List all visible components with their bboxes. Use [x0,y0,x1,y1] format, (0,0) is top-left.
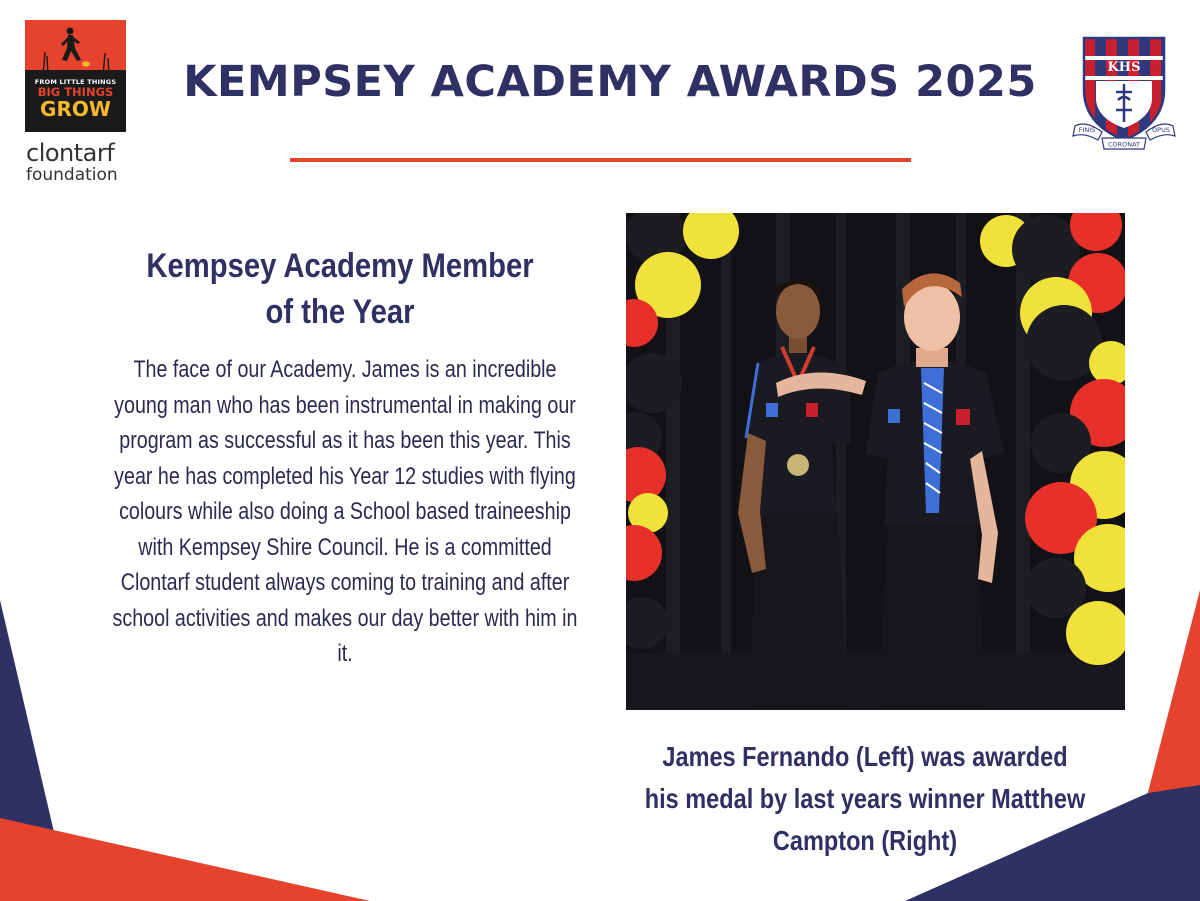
crest-initials: KHS [1107,60,1141,75]
tagline-line-3: GROW [40,97,111,121]
award-title: Kempsey Academy Member of the Year [146,247,534,331]
tagline-line-2: BIG THINGS [37,84,114,99]
org-name-line-2: foundation [26,165,118,185]
school-crest [1072,28,1176,156]
clontarf-foundation-logo [25,20,130,190]
logo-tagline [25,77,126,119]
org-name-line-1: clontarf [26,139,115,167]
org-name [26,141,118,184]
tagline-line-1: FROM LITTLE THINGS [34,78,117,86]
award-description: The face of our Academy. James is an incredible young man who has been instrumental in making our program as successful as it has been this year. This year he has completed his Year 12 studies with flying colours while also doing a School based traineeship with Kempsey Shire Council. He is a committed Clontarf student always coming to training and after school activities and makes our day better with him in it. [112,356,578,667]
page-title: KEMPSEY ACADEMY AWARDS 2025 [183,57,1037,107]
shield-crest-icon [1072,28,1176,156]
award-photo [626,213,1125,710]
footballer-silhouette-icon [25,20,126,76]
crest-motto-bottom: CORONAT [1107,140,1141,149]
crest-motto-left: FINIS [1078,126,1096,134]
photo-illustration [626,213,1125,710]
logo-emblem [25,20,126,132]
photo-caption: James Fernando (Left) was awarded his medal by last years winner Matthew Campton (Right) [644,741,1086,856]
crest-motto-right: OPUS [1152,126,1170,134]
title-underline [290,158,911,162]
